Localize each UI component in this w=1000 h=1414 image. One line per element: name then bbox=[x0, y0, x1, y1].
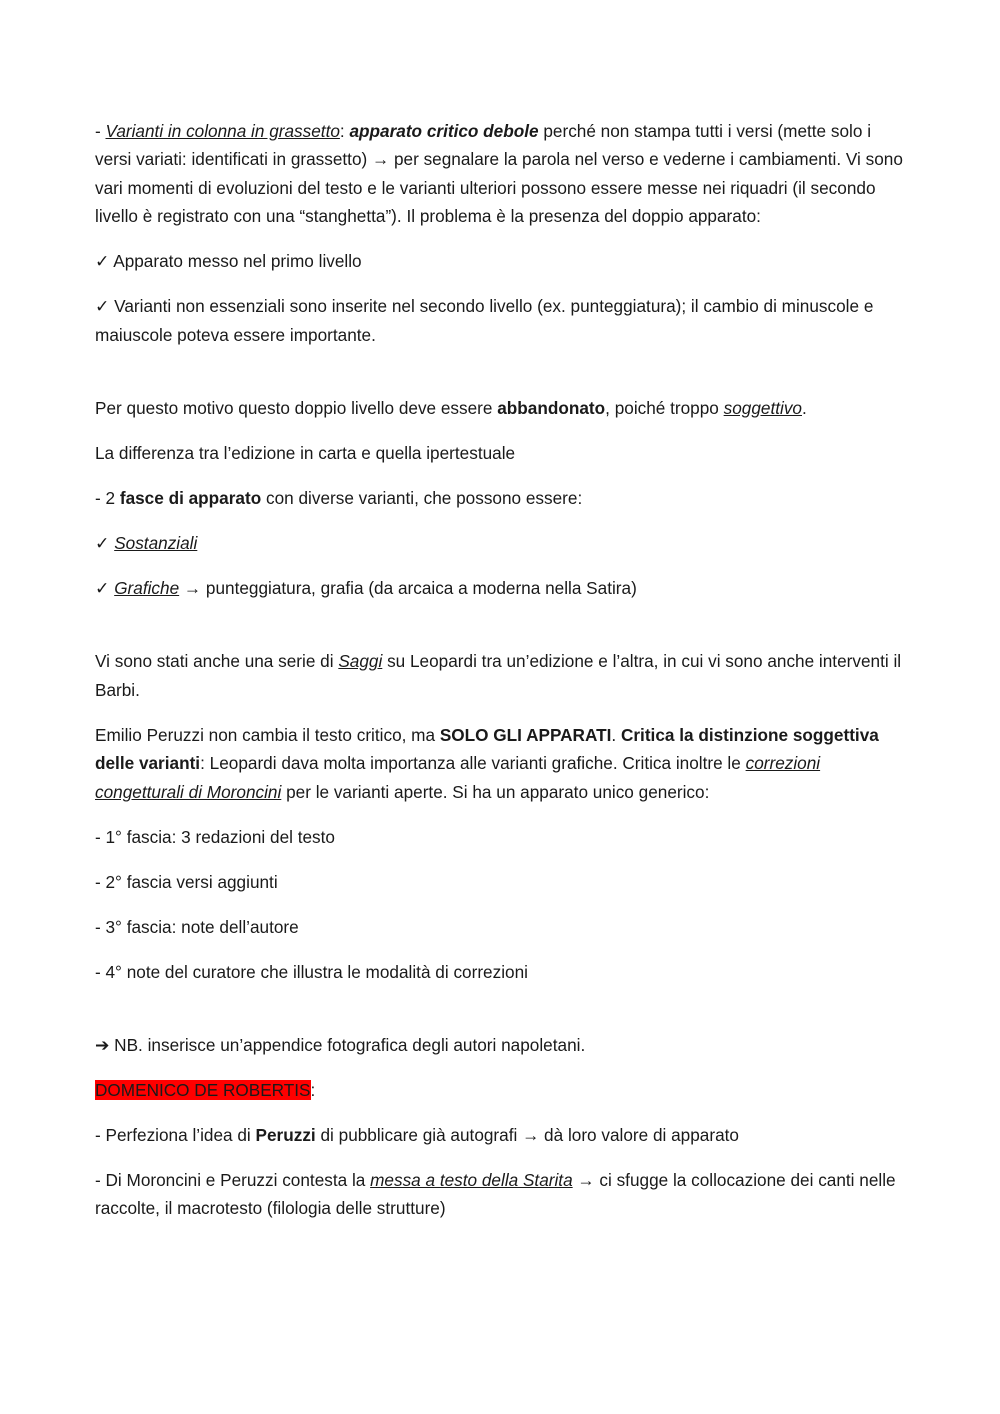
text: ✓ bbox=[95, 578, 115, 599]
check-item-varianti: ✓ Varianti non essenziali sono inserite nel secondo livello (ex. punteggiatura); il cambio di minuscole e maiuscole poteva essere importante. bbox=[95, 296, 874, 345]
text: → punteggiatura, grafia (da arcaica a moderna nella Satira) bbox=[179, 578, 637, 599]
underlined-term: soggettivo bbox=[723, 398, 802, 419]
paragraph-perfeziona bbox=[95, 1121, 910, 1149]
paragraph-differenza: La differenza tra l’edizione in carta e quella ipertestuale bbox=[95, 443, 516, 464]
text: : Leopardi dava molta importanza alle varianti grafiche. Critica inoltre le bbox=[200, 753, 746, 774]
text: Vi sono stati anche una serie di bbox=[95, 651, 339, 672]
underlined-term: messa a testo della Starita bbox=[370, 1170, 573, 1191]
paragraph-saggi bbox=[95, 647, 910, 704]
check-item-apparato: ✓ Apparato messo nel primo livello bbox=[95, 251, 362, 272]
check-item-grafiche bbox=[95, 574, 910, 602]
text: - 2 bbox=[95, 488, 120, 509]
bold-word: abbandonato bbox=[497, 398, 606, 419]
paragraph-abbandonato bbox=[95, 394, 910, 422]
text: ✓ bbox=[95, 533, 115, 554]
text: perché non stampa tutti i versi (mette solo i versi variati: identificati in grassetto) → per segnalare la parola nel verso e vederne i cambiamenti. Vi sono vari momenti di evoluzioni del testo e le varianti ulteriori possono essere messe nei riquadri (il secondo livello è registrato con una “stanghetta”). Il problema è la presenza del doppio apparato: bbox=[95, 121, 903, 227]
paragraph-fasce bbox=[95, 484, 910, 512]
text: : bbox=[339, 121, 350, 141]
highlighted-name: DOMENICO DE ROBERTIS bbox=[95, 1080, 311, 1101]
paragraph-peruzzi bbox=[95, 721, 910, 806]
text: → ci sfugge la collocazione dei canti nelle raccolte, il macrotesto (filologia delle strutture) bbox=[95, 1170, 896, 1219]
bold-phrase: Critica la distinzione soggettiva delle varianti bbox=[95, 724, 879, 774]
paragraph-varianti-colonna bbox=[95, 117, 910, 231]
blank-line bbox=[95, 619, 910, 647]
paragraph-nb: ➔ NB. inserisce un’appendice fotografica degli autori napoletani. bbox=[95, 1035, 586, 1056]
heading-de-robertis bbox=[95, 1076, 910, 1104]
text: Per questo motivo questo doppio livello deve essere bbox=[95, 398, 498, 419]
underlined-term: Saggi bbox=[338, 651, 383, 672]
text: su Leopardi tra un’edizione e l’altra, in cui vi sono anche interventi il Barbi. bbox=[95, 651, 902, 700]
text: Emilio Peruzzi non cambia il testo critico, ma bbox=[95, 724, 440, 745]
blank-line bbox=[95, 1003, 910, 1031]
bold-phrase: SOLO GLI APPARATI bbox=[439, 724, 612, 745]
text: - Perfeziona l’idea di bbox=[95, 1125, 256, 1146]
bold-word: Peruzzi bbox=[255, 1125, 316, 1146]
underlined-term: Varianti in colonna in grassetto bbox=[105, 121, 340, 141]
list-item-fascia-1: - 1° fascia: 3 redazioni del testo bbox=[95, 826, 335, 847]
text: con diverse varianti, che possono essere: bbox=[261, 488, 583, 509]
paragraph-contesta bbox=[95, 1166, 910, 1223]
underlined-term: Sostanziali bbox=[114, 533, 198, 554]
list-item-fascia-3: - 3° fascia: note dell’autore bbox=[95, 916, 299, 937]
underlined-term: correzioni congetturali di Moroncini bbox=[95, 753, 821, 802]
text: di pubblicare già autografi → dà loro valore di apparato bbox=[315, 1125, 739, 1146]
list-item-fascia-4: - 4° note del curatore che illustra le modalità di correzioni bbox=[95, 961, 528, 982]
blank-line bbox=[95, 366, 910, 394]
text: , poiché troppo bbox=[605, 398, 724, 419]
text: - Di Moroncini e Peruzzi contesta la bbox=[95, 1170, 371, 1191]
text: . bbox=[802, 398, 807, 419]
underlined-term: Grafiche bbox=[114, 578, 180, 599]
text: - bbox=[95, 121, 106, 141]
text: . bbox=[611, 724, 621, 745]
text: per le varianti aperte. Si ha un apparato unico generico: bbox=[281, 781, 710, 802]
list-item-fascia-2: - 2° fascia versi aggiunti bbox=[95, 871, 278, 892]
bold-phrase: apparato critico debole bbox=[349, 121, 539, 141]
check-item-sostanziali bbox=[95, 529, 910, 557]
text: : bbox=[310, 1080, 316, 1101]
document-page bbox=[95, 117, 910, 1239]
bold-phrase: fasce di apparato bbox=[119, 488, 262, 509]
